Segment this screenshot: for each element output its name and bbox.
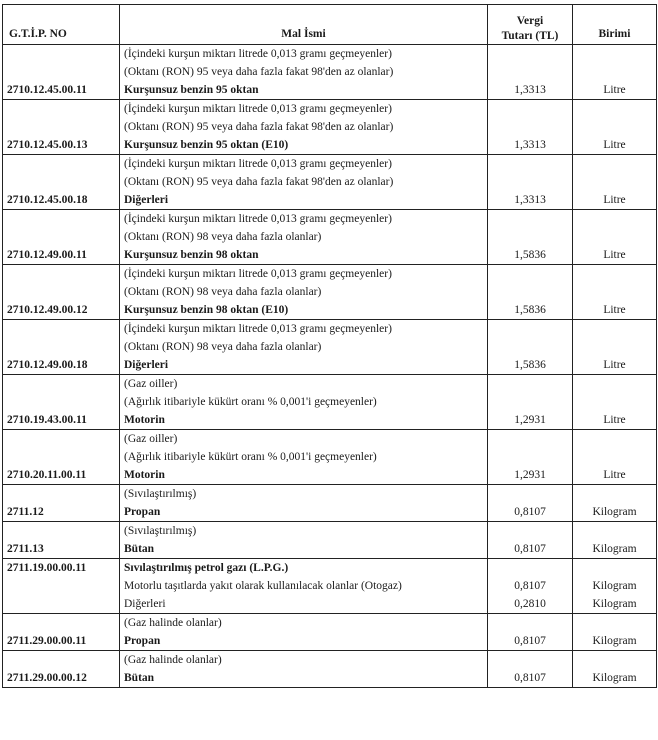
product-name-line: Motorin — [124, 469, 165, 481]
tax-amount-value: 0,8107 — [514, 506, 546, 518]
product-name-line: (Oktanı (RON) 98 veya daha fazla olanlar) — [124, 231, 322, 243]
product-name-line: Diğerleri — [124, 359, 169, 371]
unit-value: Litre — [603, 414, 626, 426]
table-row — [3, 265, 657, 320]
header-tax-line2: Tutarı (TL) — [501, 30, 559, 42]
tax-amount-value: 0,8107 — [514, 672, 546, 684]
unit-value: Litre — [603, 469, 626, 481]
product-name — [120, 210, 488, 265]
gtip-code: 2711.12 — [3, 485, 120, 522]
product-name-line: (Gaz halinde olanlar) — [124, 617, 222, 629]
unit — [573, 614, 657, 651]
product-name-line: (Oktanı (RON) 95 veya daha fazla fakat 98'den az olanlar) — [124, 121, 394, 133]
product-name — [120, 265, 488, 320]
unit — [573, 100, 657, 155]
product-name-line: Kurşunsuz benzin 95 oktan — [124, 84, 259, 96]
tax-amount-value: 1,2931 — [514, 414, 546, 426]
unit — [573, 45, 657, 100]
product-name-line: (Oktanı (RON) 98 veya daha fazla olanlar) — [124, 341, 322, 353]
product-name-line: (Sıvılaştırılmış) — [124, 525, 197, 537]
product-name-line: (Ağırlık itibariyle kükürt oranı % 0,001'i geçmeyenler) — [124, 451, 377, 463]
product-name-line: Diğerleri — [124, 598, 166, 610]
table-row — [3, 522, 657, 559]
table-row — [3, 45, 657, 100]
product-name — [120, 485, 488, 522]
product-name-line: Motorin — [124, 414, 165, 426]
unit-value: Litre — [603, 249, 626, 261]
product-name-line: (Oktanı (RON) 98 veya daha fazla olanlar) — [124, 286, 322, 298]
unit-value: Kilogram — [592, 506, 637, 518]
tax-amount — [488, 375, 573, 430]
product-name-line: (İçindeki kurşun miktarı litrede 0,013 gramı geçmeyenler) — [124, 103, 392, 115]
unit — [573, 375, 657, 430]
product-name-line: (İçindeki kurşun miktarı litrede 0,013 gramı geçmeyenler) — [124, 48, 392, 60]
header-row — [3, 5, 657, 45]
product-name-line: Kurşunsuz benzin 98 oktan (E10) — [124, 304, 289, 316]
unit — [573, 430, 657, 485]
unit — [573, 522, 657, 559]
product-name-line: (Oktanı (RON) 95 veya daha fazla fakat 98'den az olanlar) — [124, 66, 394, 78]
header-name: Mal İsmi — [120, 5, 488, 45]
tax-amount-value: 1,3313 — [514, 139, 546, 151]
header-code: G.T.İ.P. NO — [3, 5, 120, 45]
tax-amount — [488, 100, 573, 155]
product-name-line: (Ağırlık itibariyle kükürt oranı % 0,001'i geçmeyenler) — [124, 396, 377, 408]
table-row — [3, 210, 657, 265]
gtip-code: 2710.20.11.00.11 — [3, 430, 120, 485]
unit-value: Kilogram — [592, 598, 637, 610]
gtip-code: 2710.19.43.00.11 — [3, 375, 120, 430]
tax-amount-value: 1,5836 — [514, 249, 546, 261]
product-name — [120, 320, 488, 375]
product-name — [120, 100, 488, 155]
tax-amount-value: 1,3313 — [514, 84, 546, 96]
tax-amount — [488, 320, 573, 375]
tax-amount — [488, 522, 573, 559]
tax-amount-value: 0,8107 — [514, 580, 546, 592]
product-name-line: (Gaz oiller) — [124, 378, 178, 390]
tax-amount-value: 0,8107 — [514, 543, 546, 555]
gtip-code: 2711.13 — [3, 522, 120, 559]
table-row — [3, 375, 657, 430]
product-name-line: Diğerleri — [124, 194, 169, 206]
unit-value: Litre — [603, 359, 626, 371]
tax-tariff-table — [2, 4, 657, 688]
unit — [573, 155, 657, 210]
unit-value: Litre — [603, 304, 626, 316]
unit — [573, 210, 657, 265]
tax-amount — [488, 265, 573, 320]
gtip-code: 2710.12.45.00.13 — [3, 100, 120, 155]
tax-amount — [488, 430, 573, 485]
unit-value: Litre — [603, 194, 626, 206]
gtip-code: 2711.19.00.00.11 — [3, 559, 120, 614]
product-name — [120, 45, 488, 100]
tax-amount — [488, 614, 573, 651]
tax-amount-value: 1,5836 — [514, 304, 546, 316]
table-row — [3, 320, 657, 375]
product-name — [120, 559, 488, 614]
product-name-line: Bütan — [124, 672, 155, 684]
tax-amount-value: 1,2931 — [514, 469, 546, 481]
tax-amount — [488, 651, 573, 688]
tax-amount — [488, 210, 573, 265]
product-name — [120, 155, 488, 210]
table-row — [3, 485, 657, 522]
tax-amount — [488, 559, 573, 614]
product-name-line: (İçindeki kurşun miktarı litrede 0,013 gramı geçmeyenler) — [124, 158, 392, 170]
product-name-line: Kurşunsuz benzin 98 oktan — [124, 249, 259, 261]
tax-amount — [488, 45, 573, 100]
header-unit: Birimi — [573, 5, 657, 45]
product-name-line: Kurşunsuz benzin 95 oktan (E10) — [124, 139, 289, 151]
product-name-line: Propan — [124, 635, 161, 647]
product-name — [120, 522, 488, 559]
tax-amount-value: 0,8107 — [514, 635, 546, 647]
table-row — [3, 100, 657, 155]
product-name-line: (İçindeki kurşun miktarı litrede 0,013 gramı geçmeyenler) — [124, 323, 392, 335]
tax-amount-value: 0,2810 — [514, 598, 546, 610]
product-name-line: Bütan — [124, 543, 155, 555]
gtip-code: 2711.29.00.00.11 — [3, 614, 120, 651]
unit-value: Kilogram — [592, 672, 637, 684]
product-name-line: (İçindeki kurşun miktarı litrede 0,013 gramı geçmeyenler) — [124, 268, 392, 280]
product-name-line: Propan — [124, 506, 161, 518]
product-name-line: Motorlu taşıtlarda yakıt olarak kullanılacak olanlar (Otogaz) — [124, 580, 402, 592]
unit — [573, 320, 657, 375]
table-row — [3, 430, 657, 485]
gtip-code: 2710.12.49.00.18 — [3, 320, 120, 375]
product-name-line: (Gaz oiller) — [124, 433, 178, 445]
gtip-code: 2711.29.00.00.12 — [3, 651, 120, 688]
unit — [573, 651, 657, 688]
header-tax — [488, 5, 573, 45]
product-name-line: (İçindeki kurşun miktarı litrede 0,013 gramı geçmeyenler) — [124, 213, 392, 225]
product-name-line: (Oktanı (RON) 95 veya daha fazla fakat 98'den az olanlar) — [124, 176, 394, 188]
product-name-line: (Sıvılaştırılmış) — [124, 488, 197, 500]
unit-value: Kilogram — [592, 543, 637, 555]
unit — [573, 485, 657, 522]
product-name — [120, 375, 488, 430]
table-row — [3, 651, 657, 688]
header-tax-line1: Vergi — [516, 15, 544, 27]
product-name — [120, 651, 488, 688]
tax-amount-value: 1,5836 — [514, 359, 546, 371]
product-name-line: (Gaz halinde olanlar) — [124, 654, 222, 666]
unit — [573, 559, 657, 614]
table-row — [3, 614, 657, 651]
gtip-code: 2710.12.49.00.11 — [3, 210, 120, 265]
unit-value: Litre — [603, 84, 626, 96]
table-row — [3, 559, 657, 614]
table-row — [3, 155, 657, 210]
unit-value: Kilogram — [592, 635, 637, 647]
product-name — [120, 614, 488, 651]
product-name-line: Sıvılaştırılmış petrol gazı (L.P.G.) — [124, 562, 289, 574]
tax-amount — [488, 155, 573, 210]
tax-amount — [488, 485, 573, 522]
tax-amount-value: 1,3313 — [514, 194, 546, 206]
gtip-code: 2710.12.49.00.12 — [3, 265, 120, 320]
unit-value: Litre — [603, 139, 626, 151]
gtip-code: 2710.12.45.00.11 — [3, 45, 120, 100]
unit — [573, 265, 657, 320]
unit-value: Kilogram — [592, 580, 637, 592]
gtip-code: 2710.12.45.00.18 — [3, 155, 120, 210]
product-name — [120, 430, 488, 485]
